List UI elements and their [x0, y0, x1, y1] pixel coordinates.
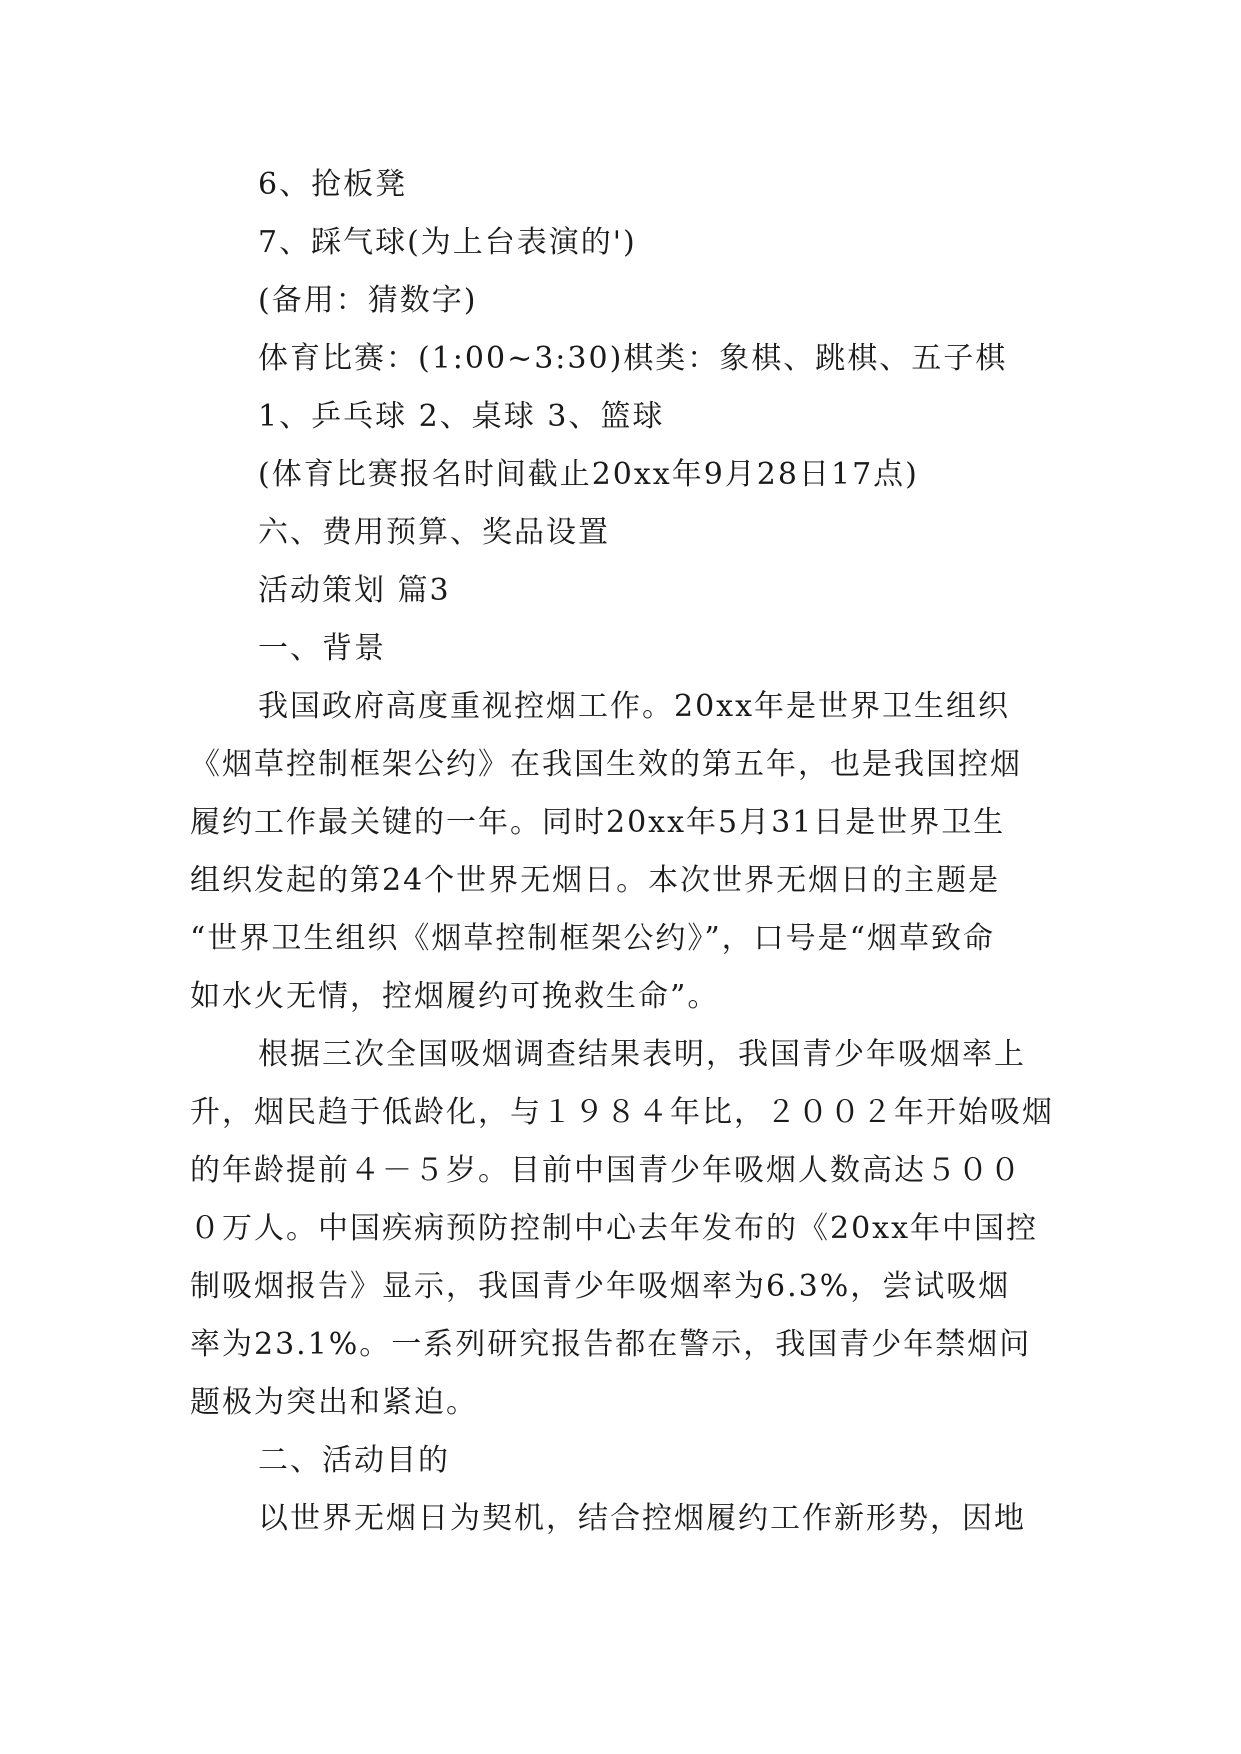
- registration-deadline: (体育比赛报名时间截止20xx年9月28日17点): [258, 457, 919, 492]
- paragraph-line: 根据三次全国吸烟调查结果表明，我国青少年吸烟率上: [258, 1037, 1026, 1072]
- paragraph-line: 以世界无烟日为契机，结合控烟履约工作新形势，因地: [258, 1501, 1026, 1536]
- paragraph-line: 《烟草控制框架公约》在我国生效的第五年，也是我国控烟: [190, 747, 1022, 782]
- section-heading-budget: 六、费用预算、奖品设置: [258, 515, 610, 550]
- paragraph-line: “世界卫生组织《烟草控制框架公约》”，口号是“烟草致命: [190, 921, 996, 956]
- paragraph-line: 制吸烟报告》显示，我国青少年吸烟率为6.3%，尝试吸烟: [190, 1269, 1011, 1304]
- article-title: 活动策划 篇3: [258, 573, 451, 608]
- list-item-7: 7、踩气球(为上台表演的'): [258, 225, 637, 260]
- list-item-6: 6、抢板凳: [258, 167, 408, 202]
- paragraph-line: ０万人。中国疾病预防控制中心去年发布的《20xx年中国控: [190, 1211, 1039, 1246]
- paragraph-line: 履约工作最关键的一年。同时20xx年5月31日是世界卫生: [190, 805, 1006, 840]
- section-heading-background: 一、背景: [258, 631, 386, 666]
- paragraph-line: 的年龄提前４－５岁。目前中国青少年吸烟人数高达５００: [190, 1153, 1022, 1188]
- sports-items-line: 1、乒乓球 2、桌球 3、篮球: [258, 399, 665, 434]
- paragraph-line: 如水火无情，控烟履约可挽救生命”。: [190, 979, 720, 1014]
- paragraph-line: 组织发起的第24个世界无烟日。本次世界无烟日的主题是: [190, 863, 1001, 898]
- backup-note: (备用：猜数字): [258, 283, 478, 318]
- section-heading-purpose: 二、活动目的: [258, 1443, 450, 1478]
- paragraph-line: 我国政府高度重视控烟工作。20xx年是世界卫生组织: [258, 689, 1011, 724]
- paragraph-line: 题极为突出和紧迫。: [190, 1385, 478, 1420]
- sports-competition-line: 体育比赛：(1:00~3:30)棋类：象棋、跳棋、五子棋: [258, 341, 1008, 376]
- paragraph-line: 升，烟民趋于低龄化，与１９８４年比，２００２年开始吸烟: [190, 1095, 1054, 1130]
- paragraph-line: 率为23.1%。一系列研究报告都在警示，我国青少年禁烟问: [190, 1327, 1032, 1362]
